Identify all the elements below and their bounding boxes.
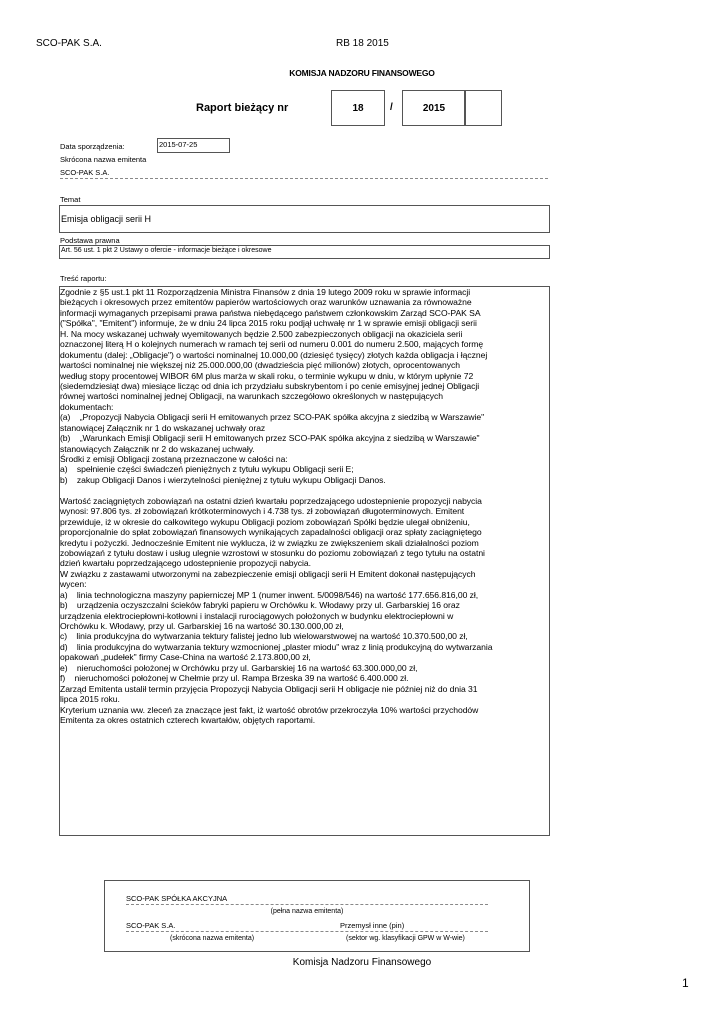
short-name-underline: [60, 178, 548, 179]
content-line: bieżących i okresowych przez emitentów papierów wartościowych oraz warunków uznawania za równoważne: [60, 297, 472, 308]
content-line: b) zakup Obligacji Danos i wierzytelności pieniężnej z tytułu wykupu Obligacji Danos.: [60, 474, 386, 485]
footer-authority: Komisja Nadzoru Finansowego: [292, 957, 432, 968]
subject-label: Temat: [60, 195, 81, 204]
content-line: (b) „Warunkach Emisji Obligacji serii H emitowanych przez SCO-PAK spółka akcyjna z siedzibą w Warszawie": [60, 433, 480, 444]
content-line: (a) „Propozycji Nabycia Obligacji serii H emitowanych przez SCO-PAK spółka akcyjna z siedzibą w Warszawie": [60, 412, 485, 423]
content-line: Zgodnie z §5 ust.1 pkt 11 Rozporządzenia Ministra Finansów z dnia 19 lutego 2009 roku w sprawie informacji: [60, 287, 471, 297]
report-year-box: [402, 90, 466, 126]
date-label: Data sporządzenia:: [60, 142, 125, 151]
content-line: dokumentach:: [60, 401, 114, 412]
content-line: wycen:: [60, 579, 87, 590]
content-line: urządzenia elektrociepłowni-kotłowni i instalacji rurociągowych położonych w budynku elektrociepłowni w: [60, 610, 454, 621]
short-name-caption: (skrócona nazwa emitenta): [170, 935, 255, 942]
report-label: Raport bieżący nr: [196, 102, 289, 114]
issuer-short-name: SCO-PAK S.A.: [126, 921, 176, 930]
content-line: Zarząd Emitenta ustalił termin przyjęcia Propozycji Nabycia Obligacji serii H obligacje nie później niż do dnia 31: [60, 683, 478, 694]
content-line: stanowiącej Załącznik nr 1 do wskazanej uchwały oraz: [60, 422, 266, 433]
content-line: a) spełnienie części świadczeń pieniężnych z tytułu wykupu Obligacji serii E;: [60, 464, 354, 475]
report-number: 18: [352, 103, 364, 114]
content-line: proporcjonalnie do spłat zobowiązań finansowych wynikających zapadalności obligacji oraz spłaty zaciągniętego: [60, 527, 482, 538]
full-name-underline: [126, 904, 488, 905]
content-line: zobowiązań z tytułu dostaw i usług ulegnie wzrostowi w stosunku do poziomu zobowiązań z tego tytułu na ostatni: [60, 547, 485, 558]
content-line: przewiduje, iż w okresie do całkowitego wykupu Obligacji poziom zobowiązań Spółki będzie ulegał obniżeniu,: [60, 516, 470, 527]
content-line: H. Na mocy wskazanej uchwały wyemitowanych będzie 2.500 zabezpieczonych obligacji na okaziciela serii: [60, 328, 463, 339]
report-extra-box: [464, 90, 502, 126]
content-line: równej wartości nominalnej jednej Obligacji, na warunkach szczegółowo określonych w następujących: [60, 391, 444, 402]
content-line: a) linia technologiczna maszyny papierniczej MP 1 (numer inwent. 5/0098/546) na wartość 177.656.816,00 zł,: [60, 589, 479, 600]
content-line: według stopy procentowej WIBOR 6M plus marża w skali roku, o terminie wykupu w dniu, w którym upłynie 72: [60, 370, 474, 381]
page-title: KOMISJA NADZORU FINANSOWEGO: [289, 68, 435, 78]
short-sector-underline: [126, 931, 488, 932]
header-company: SCO-PAK S.A.: [36, 38, 102, 49]
content-line: ("Spółka", "Emitent") informuje, że w dniu 24 lipca 2015 roku podjął uchwałę nr 1 w sprawie emisji obligacji serii: [60, 318, 477, 329]
content-line: (siedemdziesiąt dwa) miesiące licząc od dnia ich przydziału subskrybentom i po cenie emisyjnej jednej Obligacji: [60, 380, 480, 391]
date-field: 2015-07-25: [157, 138, 230, 153]
content-line: lipca 2015 roku.: [60, 694, 120, 705]
legal-basis-label: Podstawa prawna: [60, 236, 120, 245]
full-name-caption: (pełna nazwa emitenta): [270, 908, 344, 915]
short-name-label: Skrócona nazwa emitenta: [60, 155, 147, 164]
content-line: Orchówku k. Włodawy, przy ul. Garbarskiej 16 na wartość 30.130.000,00 zł,: [60, 621, 344, 631]
content-line: oznaczonej literą H o kolejnych numerach w ramach tej serii od numeru 0.001 do numeru 2.500, mających formę: [60, 339, 484, 350]
report-number-box: [331, 90, 385, 126]
content-line: Kryterium uznania ww. zleceń za znaczące jest fakt, iż wartość obrotów przekroczyła 10% wartości przychodów: [60, 704, 479, 715]
report-slash: /: [390, 102, 393, 113]
content-line: wartości nominalnej nie większej niż 25.000.000,00 (dwadzieścia pięć milionów) złotych, oprocentowanych: [60, 360, 460, 371]
page-number: 1: [682, 976, 689, 990]
content-line: Emitenta za okres ostatnich czterech kwartałów, objętych raportami.: [60, 714, 316, 725]
sector-value: Przemysł inne (pin): [340, 921, 405, 930]
content-line: informacji wymaganych przepisami prawa państwa niebędącego państwem członkowskim Zarząd SCO-PAK SA: [60, 307, 481, 318]
sector-caption: (sektor wg. klasyfikacji GPW w W-wie): [346, 935, 465, 942]
content-line: W związku z zastawami utworzonymi na zabezpieczenie emisji obligacji serii H Emitent dokonał następujących: [60, 568, 476, 579]
content-line: [60, 485, 548, 495]
content-label: Treść raportu:: [60, 274, 107, 283]
content-line: c) linia produkcyjna do wytwarzania tektury falistej jedno lub wielowarstwowej na wartość 10.370.500,00 zł,: [60, 631, 468, 642]
content-line: stanowiących Załącznik nr 2 do wskazanej uchwały.: [60, 443, 255, 454]
issuer-box: [104, 880, 530, 952]
content-line: b) urządzenia oczyszczalni ścieków fabryki papieru w Orchówku k. Włodawy przy ul. Garbarskiej 16 oraz: [60, 600, 460, 611]
subject-field: [59, 205, 550, 233]
content-line: f) nieruchomości położonej w Chełmie przy ul. Rampa Brzeska 39 na wartość 6.400.000 zł.: [60, 673, 409, 684]
content-line: Wartość zaciągniętych zobowiązań na ostatni dzień kwartału poprzedzającego udostepnienie propozycji nabycia: [60, 495, 482, 506]
content-line: dzień kwartału poprzedzającego udostepnienie propozycji nabycia.: [60, 558, 311, 569]
content-line: opakowań „pudełek" firmy Case-China na wartość 2.173.800,00 zł,: [60, 652, 311, 663]
report-year: 2015: [422, 103, 446, 114]
full-name-value: SCO-PAK SPÓŁKA AKCYJNA: [126, 894, 228, 903]
subject-value: Emisja obligacji serii H: [61, 214, 152, 224]
legal-basis-field: [59, 245, 550, 259]
content-line: e) nieruchomości położonej w Orchówku przy ul. Garbarskiej 16 na wartość 63.300.000,00 zł,: [60, 662, 418, 673]
content-line: Środki z emisji Obligacji zostaną przeznaczone w całości na:: [60, 454, 288, 464]
legal-basis-value: Art. 56 ust. 1 pkt 2 Ustawy o ofercie - informacje bieżące i okresowe: [61, 247, 272, 254]
content-line: d) linia produkcyjna do wytwarzania tektury wzmocnionej „plaster miodu" wraz z linią produkcyjną do wytwarzania: [60, 641, 493, 652]
header-report-code: RB 18 2015: [336, 38, 389, 49]
content-line: wynosi: 97.806 tys. zł zobowiązań krótkoterminowych i 4.738 tys. zł zobowiązań długoterminowych. Emitent: [60, 506, 465, 517]
short-name-value: SCO-PAK S.A.: [60, 168, 110, 177]
content-line: kredytu i pożyczki. Jednocześnie Emitent nie wyklucza, iż w związku ze zwiększeniem skali działalności poziom: [60, 537, 479, 548]
report-content: [60, 287, 548, 725]
content-line: dokumentu (dalej: „Obligacje") o wartości nominalnej 10.000,00 (dziesięć tysięcy) złotych każda obligacja i łącznej: [60, 349, 488, 360]
